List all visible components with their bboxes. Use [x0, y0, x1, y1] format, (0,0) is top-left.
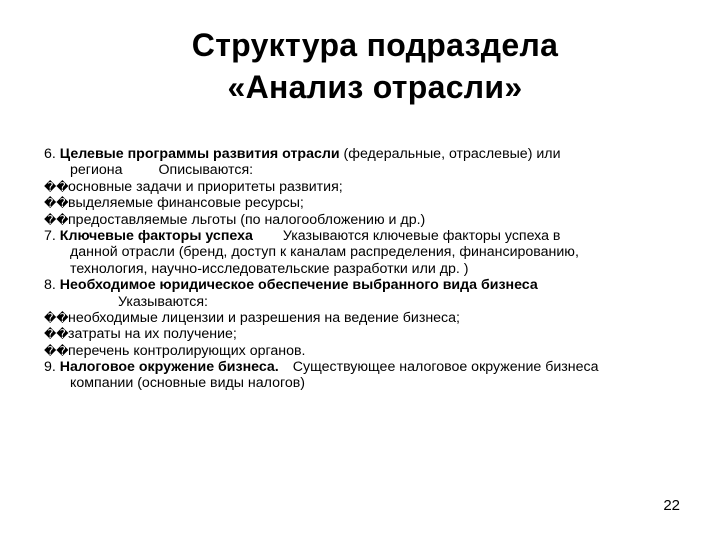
list-item-text: выделяемые финансовые ресурсы; [68, 195, 304, 212]
list-item [44, 326, 694, 342]
item-8-line-1 [44, 277, 694, 293]
list-item-text: затраты на их получение; [68, 326, 237, 343]
item-8-line-2: Указываются: [118, 293, 208, 310]
item-9-line-2: компании (основные виды налогов) [70, 375, 305, 392]
item-6-text: (федеральные, отраслевые) или [343, 146, 561, 162]
item-6-number: 6. [44, 146, 56, 162]
item-7-line-2: данной отрасли (бренд, доступ к каналам распределения, финансированию, [70, 244, 579, 261]
list-item-text: перечень контролирующих органов. [68, 342, 306, 359]
list-item [44, 179, 694, 195]
item-6-region: региона [70, 162, 123, 179]
item-9-line-1 [44, 359, 694, 375]
title-line-1: Структура подраздела [191, 27, 559, 63]
list-item-text: необходимые лицензии и разрешения на ведение бизнеса; [68, 309, 460, 326]
item-7-heading: Ключевые факторы успеха [59, 227, 253, 244]
slide-body [44, 146, 694, 392]
page-number: 22 [663, 497, 680, 514]
item-7-text: Указываются ключевые факторы успеха в [282, 227, 561, 244]
bullet-icon: �� [44, 343, 69, 358]
item-7-line-1 [44, 228, 694, 244]
item-6-heading: Целевые программы развития отрасли [59, 146, 340, 162]
item-9-heading: Налоговое окружение бизнеса. [59, 359, 279, 376]
bullet-icon: �� [44, 196, 69, 211]
item-6-line-1 [44, 146, 694, 162]
bullet-icon: �� [44, 327, 69, 342]
bullet-icon: �� [44, 212, 69, 227]
title-line-2: «Анализ отрасли» [227, 69, 523, 105]
item-8-heading: Необходимое юридическое обеспечение выбранного вида бизнеса [59, 277, 538, 294]
item-8-number: 8. [44, 277, 56, 294]
item-9-number: 9. [44, 359, 56, 376]
item-7-number: 7. [44, 227, 56, 244]
list-item [44, 195, 694, 211]
bullet-icon: �� [44, 310, 69, 325]
list-item [44, 212, 694, 228]
list-item [44, 310, 694, 326]
item-6-line-2 [44, 162, 694, 178]
item-7-line-3: технология, научно-исследовательские разработки или др. ) [70, 260, 469, 277]
item-6-described: Описываются: [158, 162, 254, 179]
list-item-text: предоставляемые льготы (по налогообложению и др.) [68, 211, 426, 228]
list-item [44, 343, 694, 359]
list-item-text: основные задачи и приоритеты развития; [68, 178, 343, 195]
bullet-icon: �� [44, 179, 69, 194]
slide-title [140, 24, 610, 108]
item-9-text: Существующее налоговое окружение бизнеса [292, 359, 599, 376]
